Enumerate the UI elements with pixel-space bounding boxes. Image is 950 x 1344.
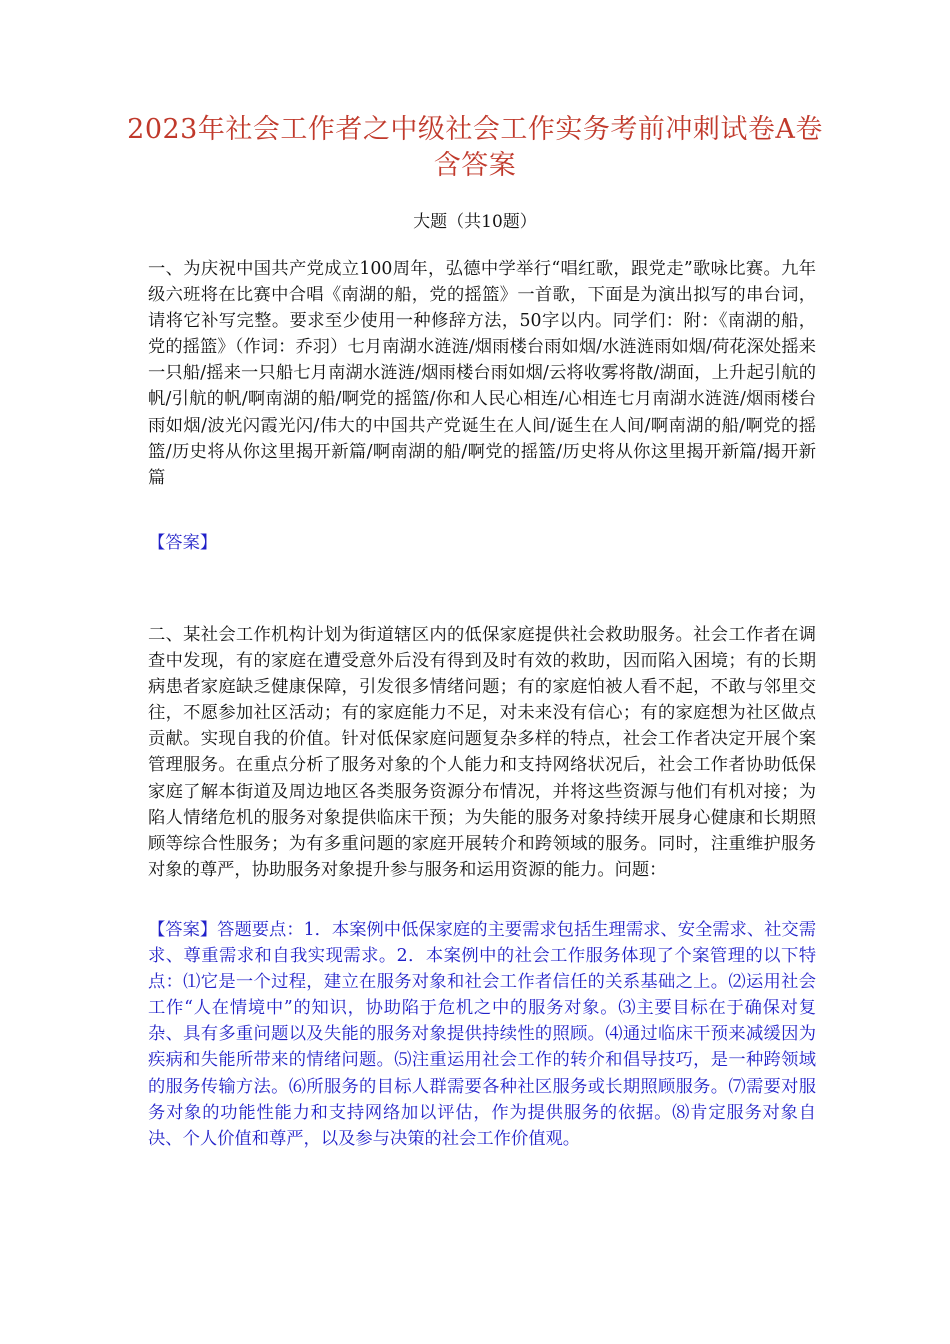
question-1-text: 一、为庆祝中国共产党成立100周年，弘德中学举行“唱红歌，跟党走”歌咏比赛。九年级六班将在比赛中合唱《南湖的船，党的摇篮》一首歌，下面是为演出拟写的串台词，请将它补写完整。要求至少使用一种修辞方法，50字以内。同学们：附：《南湖的船，党的摇篮》（作词：乔羽）七月南湖水涟涟/烟雨楼台雨如烟/水涟涟雨如烟/荷花深处摇来一只船/摇来一只船七月南湖水涟涟/烟雨楼台雨如烟/云将收雾将散/湖面，上升起引航的帆/引航的帆/啊南湖的船/啊党的摇篮/你和人民心相连/心相连七月南湖水涟涟/烟雨楼台雨如烟/波光闪霞光闪/伟大的中国共产党诞生在人间/诞生在人间/啊南湖的船/啊党的摇篮/历史将从你这里揭开新篇/啊南湖的船/啊党的摇篮/历史将从你这里揭开新篇/揭开新篇 bbox=[148, 259, 816, 488]
question-2-text: 二、某社会工作机构计划为街道辖区内的低保家庭提供社会救助服务。社会工作者在调查中发现，有的家庭在遭受意外后没有得到及时有效的救助，因而陷入困境；有的长期病患者家庭缺乏健康保障，引发很多情绪问题；有的家庭怕被人看不起，不敢与邻里交往，不愿参加社区活动；有的家庭能力不足，对未来没有信心；有的家庭想为社区做点贡献。实现自我的价值。针对低保家庭问题复杂多样的特点，社会工作者决定开展个案管理服务。在重点分析了服务对象的个人能力和支持网络状况后，社会工作者协助低保家庭了解本街道及周边地区各类服务资源分布情况，并将这些资源与他们有机对接；为陷人情绪危机的服务对象提供临床干预；为失能的服务对象持续开展身心健康和长期照顾等综合性服务；为有多重问题的家庭开展转介和跨领域的服务。同时，注重维护服务对象的尊严，协助服务对象提升参与服务和运用资源的能力。问题： bbox=[148, 625, 816, 880]
answer-label: 【答案】 bbox=[148, 920, 218, 940]
answer-label: 【答案】 bbox=[148, 533, 218, 553]
question-1-answer bbox=[148, 530, 217, 556]
section-heading: 大题（共10题） bbox=[413, 212, 537, 232]
answer-text: 答题要点：1．本案例中低保家庭的主要需求包括生理需求、安全需求、社交需求、尊重需求和自我实现需求。2．本案例中的社会工作服务体现了个案管理的以下特点：⑴它是一个过程，建立在服务对象和社会工作者信任的关系基础之上。⑵运用社会工作“人在情境中”的知识，协助陷于危机之中的服务对象。⑶主要目标在于确保对复杂、具有多重问题以及失能的服务对象提供持续性的照顾。⑷通过临床干预来减缓因为疾病和失能所带来的情绪问题。⑸注重运用社会工作的转介和倡导技巧，是一种跨领域的服务传输方法。⑹所服务的目标人群需要各种社区服务或长期照顾服务。⑺需要对服务对象的功能性能力和支持网络加以评估，作为提供服务的依据。⑻肯定服务对象自决、个人价值和尊严，以及参与决策的社会工作价值观。 bbox=[148, 920, 816, 1149]
document-title: 2023年社会工作者之中级社会工作实务考前冲刺试卷A卷含答案 bbox=[127, 114, 823, 181]
question-2-answer bbox=[148, 917, 816, 1152]
